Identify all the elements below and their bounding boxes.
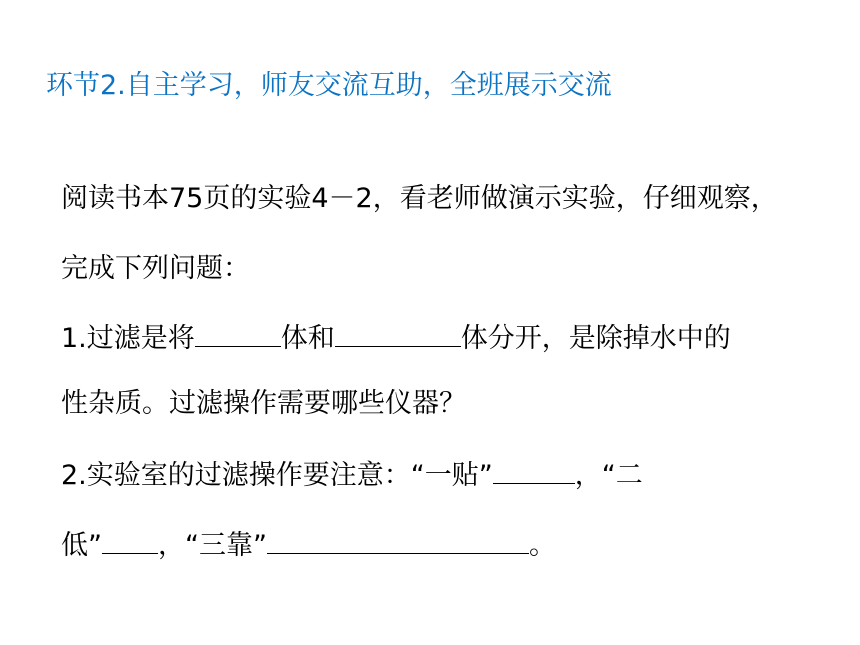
question-1-text-part-3: 体分开，是除掉水中的 bbox=[460, 323, 731, 354]
question-2-text-part-1: 2.实验室的过滤操作要注意：“一贴” bbox=[61, 460, 493, 491]
fill-blank-yi-tie[interactable] bbox=[493, 455, 575, 484]
fill-blank-2[interactable] bbox=[335, 318, 461, 347]
section-heading: 环节2.自主学习，师友交流互助，全班展示交流 bbox=[46, 70, 612, 101]
instruction-line-1: 阅读书本75页的实验4－2，看老师做演示实验，仔细观察， bbox=[61, 183, 778, 214]
question-1-text-part-1: 1.过滤是将 bbox=[61, 323, 195, 354]
fill-blank-er-di[interactable] bbox=[102, 525, 158, 554]
question-1-line-2: 性杂质。过滤操作需要哪些仪器？ bbox=[61, 388, 466, 419]
question-2-line-2 bbox=[61, 525, 556, 564]
question-2-text-part-3: 低” bbox=[61, 530, 102, 561]
question-2-text-part-5: 。 bbox=[528, 530, 556, 561]
fill-blank-1[interactable] bbox=[195, 318, 281, 347]
question-2-text-part-4: ，“三靠” bbox=[158, 530, 267, 561]
question-2-text-part-2: ，“二 bbox=[574, 460, 643, 491]
instruction-line-2: 完成下列问题： bbox=[61, 253, 250, 284]
fill-blank-san-kao[interactable] bbox=[267, 525, 529, 554]
question-1-line-1 bbox=[61, 318, 731, 357]
question-2-line-1 bbox=[61, 455, 643, 494]
question-1-text-part-2: 体和 bbox=[280, 323, 335, 354]
